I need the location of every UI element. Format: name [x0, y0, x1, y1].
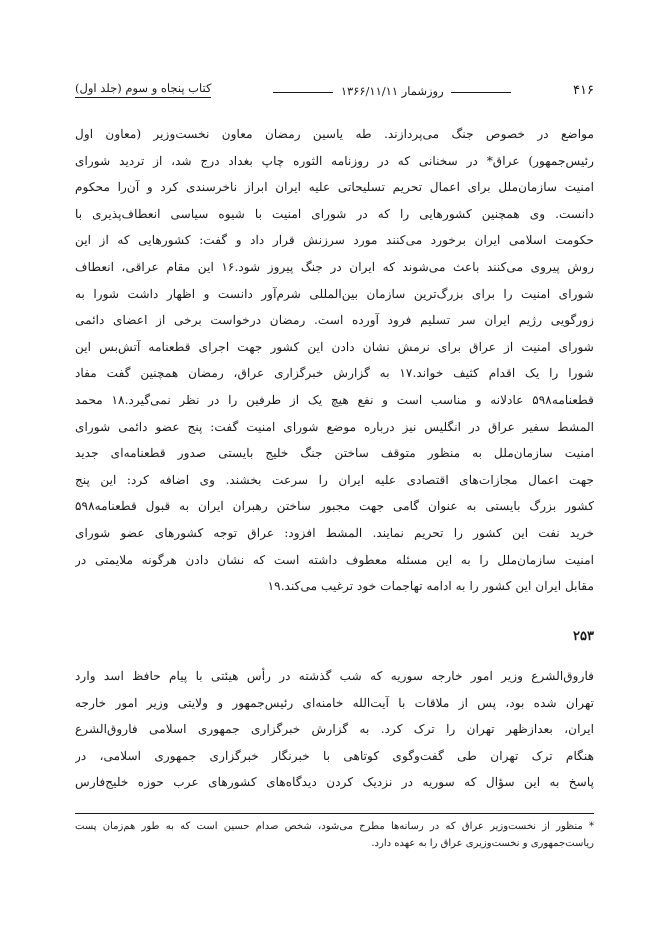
- text-line: ایران، بعدازظهر تهران را ترک کرد. به گزارش خبرگزاری جمهوری اسلامی فاروق‌الشرع: [75, 722, 594, 737]
- header-rule-left: [451, 92, 511, 93]
- text-line: امنیت سازمان‌ملل را به این مسئله معطوف داشته است که نشان دادن هرگونه ملایمتی در: [75, 552, 594, 567]
- text-line: دانست. وی همچنین کشورهایی را که در شورای امنیت با شیوه سیاسی انعطاف‌پذیری با: [75, 206, 594, 221]
- text-line: شورای امنیت از عراق برای نرمش نشان دادن این کشور جهت اجرای قطعنامه آتش‌بس این: [75, 339, 594, 354]
- text-line: امنیت سازمان‌ملل برای اعمال تحریم تسلیحاتی علیه ایران ابراز ناخرسندی کرد و آن‌را محکوم: [75, 180, 594, 195]
- footnote-line: * منظور از نخست‌وزیر عراق که در رسانه‌ها مطرح می‌شود، شخص صدام حسین است که به طور هم‌زمان پست: [75, 821, 594, 832]
- chronicle-date: روزشمار ۱۳۶۶/۱۱/۱۱: [340, 84, 444, 98]
- text-line: المشط سفیر عراق در انگلیس نیز درباره موضع شورای امنیت گفت: پنج عضو دائمی شورای: [75, 419, 594, 434]
- text-line: تهران شده بود، پس از ملاقات با آیت‌الله خامنه‌ای رئیس‌جمهور و ولایتی وزیر امور خارجه: [75, 695, 594, 710]
- text-line: امنیت سازمان‌ملل به منظور متوقف ساختن جنگ خلیج بایستی صدور قطعنامه‌ای جدید: [75, 446, 594, 461]
- paragraph-1: [75, 121, 594, 600]
- text-line: شورای امنیت را برای بزرگ‌ترین سازمان بین‌المللی شرم‌آور دانست و اظهار داشت شورا به: [75, 286, 594, 301]
- footnote-line: ریاست‌جمهوری و نخست‌وزیری عراق را به عهده دارد.: [371, 838, 594, 849]
- text-line: رئیس‌جمهور) عراق* در سخنانی که در روزنامه الثوره چاپ بغداد درج شد، از تردید شورای: [75, 153, 594, 168]
- text-line: مقابل ایران این کشور را به ادامه تهاجمات خود ترغیب می‌کند.۱۹: [267, 579, 594, 594]
- running-header: [211, 84, 573, 98]
- text-line: شورا را یک اقدام کثیف خواند.۱۷ به گزارش خبرگزاری عراق، رمضان همچنین گفت مفاد: [75, 366, 594, 381]
- book-title: کتاب پنجاه و سوم (جلد اول): [75, 81, 211, 98]
- text-line: خرید نفت این کشور را تحریم نمایند. المشط افزود: عراق توجه کشورهای عضو شورای: [75, 525, 594, 540]
- paragraph-2: [75, 663, 594, 796]
- text-line: حکومت اسلامی ایران برخورد می‌کنند مورد سرزنش قرار داد و گفت: کشورهایی که از این: [75, 233, 594, 248]
- page-number: ۴۱۶: [573, 83, 594, 98]
- section-number: ۲۵۳: [573, 629, 594, 644]
- page-header: [75, 70, 594, 98]
- text-line: مواضع در خصوص جنگ می‌پردازند. طه یاسین رمضان معاون نخست‌وزیر (معاون اول: [75, 127, 594, 141]
- text-line: کشور بزرگ بایستی به عنوان گامی جهت مجبور ساختن رهبران ایران به قبول قطعنامه۵۹۸: [75, 499, 594, 514]
- header-rule-right: [273, 92, 333, 93]
- text-line: هنگام ترک تهران طی گفت‌وگوی کوتاهی با خبرنگار خبرگزاری جمهوری اسلامی، در: [75, 748, 594, 763]
- text-line: روش پیروی می‌کنند باعث می‌شوند که ایران در جنگ پیروز شود.۱۶ این مقام عراقی، انعطاف: [75, 259, 594, 274]
- text-line: فاروق‌الشرع وزیر امور خارجه سوریه که شب گذشته در رأس هیئتی با پیام حافظ اسد وارد: [75, 669, 594, 683]
- text-line: زورگویی رژیم ایران سر تسلیم فرود آورده است. رمضان درخواست برخی از اعضای دائمی: [75, 313, 594, 328]
- text-line: قطعنامه۵۹۸ عادلانه و مناسب است و نفع هیچ یک از طرفین را در نظر نمی‌گیرد.۱۸ محمد: [75, 392, 594, 407]
- footnote: [75, 818, 594, 852]
- text-line: جهت اعمال مجازات‌های اقتصادی علیه ایران را سرعت بخشند. وی اضافه کرد: این پنج: [75, 472, 594, 487]
- footnote-divider: [75, 813, 594, 814]
- text-line: پاسخ به این سؤال که سوریه در نزدیک کردن دیدگاه‌های کشورهای عرب حوزه خلیج‌فارس: [75, 775, 594, 790]
